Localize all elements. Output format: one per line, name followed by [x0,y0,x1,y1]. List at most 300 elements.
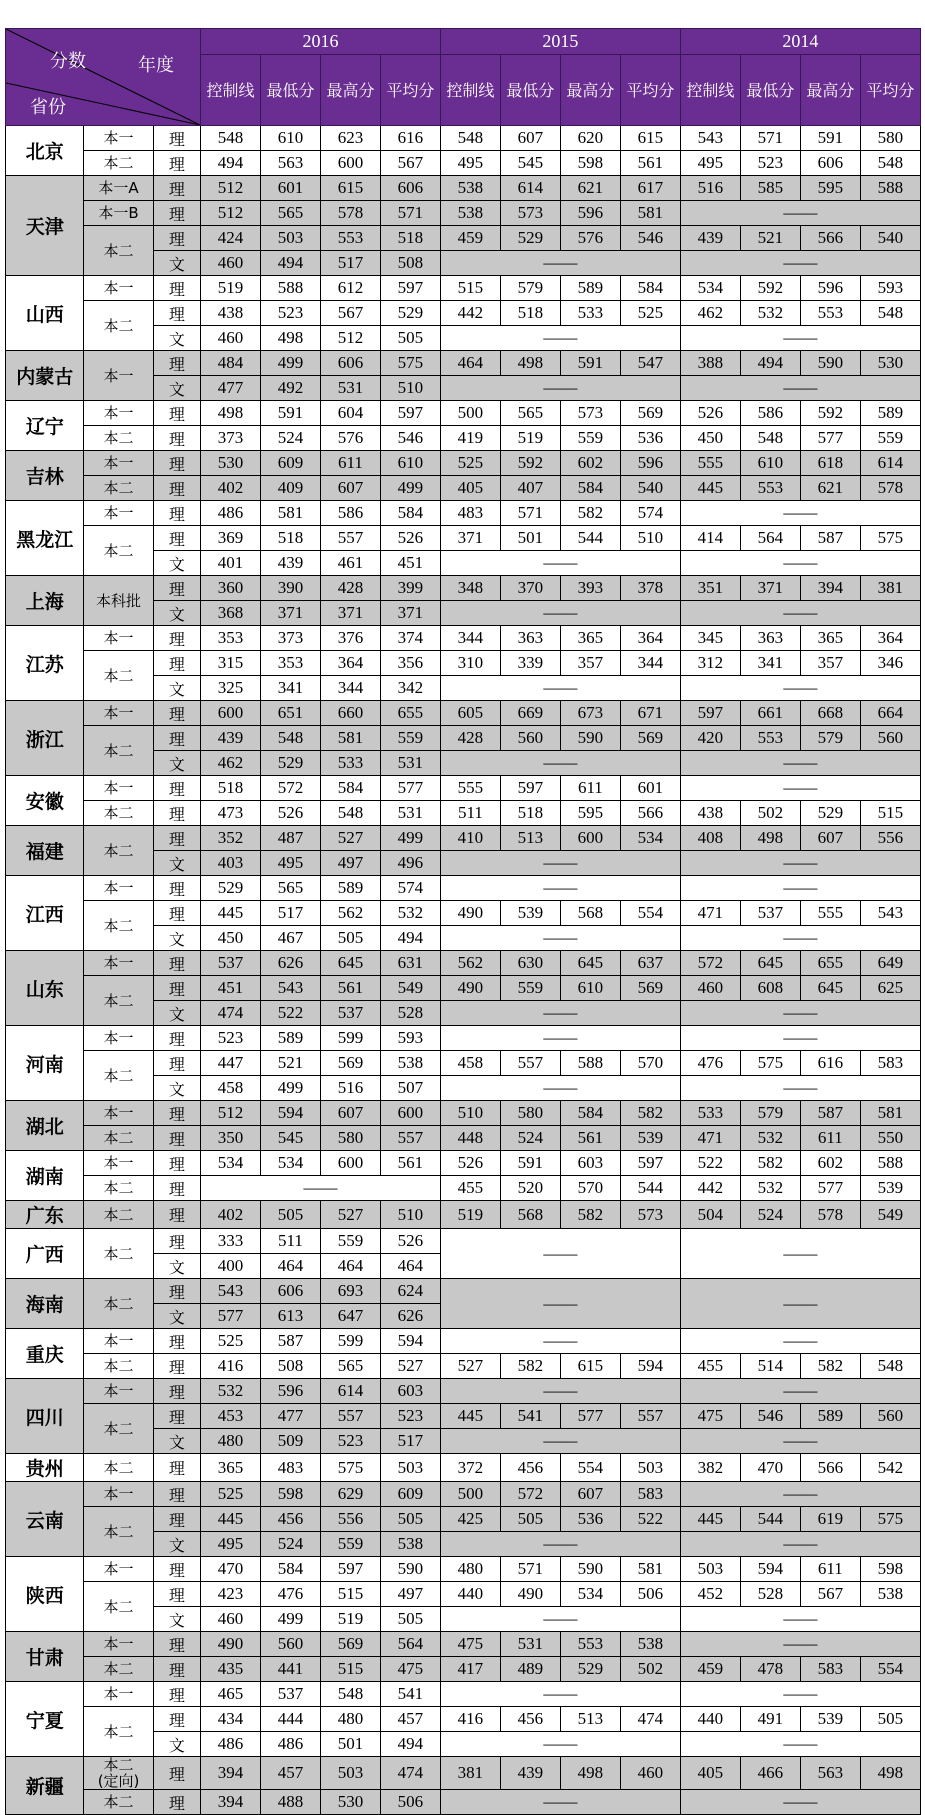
table-row [6,951,921,976]
province-cell: 黑龙江 [6,501,84,576]
score-cell: 439 [260,551,320,576]
score-cell: 370 [500,576,560,601]
score-cell: 371 [380,601,440,626]
score-cell: 537 [320,1001,380,1026]
score-cell: 376 [320,626,380,651]
score-cell: 580 [320,1126,380,1151]
table-row [6,1454,921,1482]
province-cell: 广东 [6,1201,84,1229]
batch-cell: 本一 [84,1482,153,1507]
subject-type-cell: 文 [153,676,200,701]
score-cell: 498 [860,1757,920,1790]
score-cell: 548 [260,726,320,751]
score-cell: 568 [500,1201,560,1229]
score-cell: 348 [440,576,500,601]
score-cell: 582 [560,1201,620,1229]
score-cell: 586 [320,501,380,526]
score-cell: 607 [500,126,560,151]
score-cell: 500 [440,1482,500,1507]
subject-type-cell: 理 [153,401,200,426]
score-cell: 505 [380,326,440,351]
metric-header-min: 最低分 [500,55,560,126]
table-row [6,576,921,601]
score-cell: 597 [620,1151,680,1176]
score-cell: 346 [860,651,920,676]
score-cell: 520 [500,1176,560,1201]
score-cell: 557 [500,1051,560,1076]
table-row [6,1682,921,1707]
score-cell: 626 [260,951,320,976]
subject-type-cell: 理 [153,726,200,751]
score-cell: 521 [740,226,800,251]
score-cell: 506 [380,1790,440,1815]
score-cell: 512 [320,326,380,351]
batch-cell: 本一 [84,126,153,151]
score-cell: 369 [200,526,260,551]
province-cell: 甘肃 [6,1632,84,1682]
score-cell: 548 [860,151,920,176]
score-cell: 557 [620,1404,680,1429]
subject-type-cell: 理 [153,1279,200,1304]
score-cell: 506 [620,1582,680,1607]
score-cell: 527 [440,1354,500,1379]
score-cell: 498 [200,401,260,426]
score-cell: 534 [200,1151,260,1176]
subject-type-cell: 理 [153,526,200,551]
table-row [6,1329,921,1354]
score-cell: 554 [620,901,680,926]
province-cell: 上海 [6,576,84,626]
score-cell: 344 [620,651,680,676]
subject-type-cell: 理 [153,1682,200,1707]
score-cell: 529 [260,751,320,776]
score-cell: 476 [260,1582,320,1607]
score-cell: 371 [260,601,320,626]
score-cell: 434 [200,1707,260,1732]
subject-type-cell: 理 [153,201,200,226]
score-cell: 505 [320,926,380,951]
score-cell: 530 [320,1790,380,1815]
batch-cell: 本二 [84,1707,153,1757]
score-cell: 445 [200,901,260,926]
year-header-2016: 2016 [200,29,440,55]
score-cell: 511 [260,1229,320,1254]
score-cell: 467 [260,926,320,951]
score-cell: 495 [680,151,740,176]
subject-type-cell: 理 [153,801,200,826]
batch-cell: 本一 [84,276,153,301]
score-cell: 471 [680,1126,740,1151]
score-cell: 511 [440,801,500,826]
table-row [6,726,921,751]
batch-cell: 本二 [84,1790,153,1815]
score-cell: 660 [320,701,380,726]
score-cell: 589 [860,401,920,426]
no-data-cell: —— [200,1176,440,1201]
score-cell: 310 [440,651,500,676]
score-cell: 578 [320,201,380,226]
score-cell: 572 [680,951,740,976]
score-cell: 591 [800,126,860,151]
score-cell: 408 [680,826,740,851]
subject-type-cell: 理 [153,1229,200,1254]
batch-cell: 本一 [84,626,153,651]
batch-cell: 本一 [84,1151,153,1176]
province-cell: 天津 [6,176,84,276]
score-cell: 593 [380,1026,440,1051]
no-data-cell: —— [680,1279,920,1329]
score-cell: 578 [800,1201,860,1229]
score-cell: 581 [620,1557,680,1582]
subject-type-cell: 理 [153,1454,200,1482]
subject-type-cell: 理 [153,1582,200,1607]
table-row [6,876,921,901]
score-cell: 655 [380,701,440,726]
subject-type-cell: 理 [153,126,200,151]
score-cell: 572 [500,1482,560,1507]
table-row [6,1557,921,1582]
table-row [6,826,921,851]
score-cell: 531 [500,1632,560,1657]
score-cell: 527 [320,826,380,851]
score-cell: 341 [740,651,800,676]
score-cell: 615 [560,1354,620,1379]
score-cell: 505 [860,1707,920,1732]
score-cell: 496 [380,851,440,876]
score-cell: 533 [320,751,380,776]
no-data-cell: —— [680,1429,920,1454]
score-cell: 491 [740,1707,800,1732]
province-cell: 贵州 [6,1454,84,1482]
score-cell: 484 [200,351,260,376]
score-cell: 559 [860,426,920,451]
table-row [6,1482,921,1507]
score-cell: 445 [200,1507,260,1532]
score-cell: 350 [200,1126,260,1151]
score-cell: 609 [260,451,320,476]
no-data-cell: —— [440,1329,680,1354]
score-cell: 579 [740,1101,800,1126]
score-cell: 538 [860,1582,920,1607]
score-cell: 543 [680,126,740,151]
score-cell: 546 [380,426,440,451]
score-cell: 588 [860,1151,920,1176]
no-data-cell: —— [440,251,680,276]
subject-type-cell: 文 [153,1732,200,1757]
batch-cell: 本二 [84,526,153,576]
score-cell: 371 [320,601,380,626]
score-cell: 534 [260,1151,320,1176]
table-row [6,801,921,826]
score-cell: 527 [380,1354,440,1379]
no-data-cell: —— [440,551,680,576]
no-data-cell: —— [680,1532,920,1557]
no-data-cell: —— [680,1790,920,1815]
score-cell: 538 [380,1532,440,1557]
score-cell: 400 [200,1254,260,1279]
score-cell: 607 [320,476,380,501]
subject-type-cell: 文 [153,1001,200,1026]
subject-type-cell: 理 [153,776,200,801]
no-data-cell: —— [440,1001,680,1026]
score-cell: 532 [380,901,440,926]
batch-cell: 本二 [84,1126,153,1151]
subject-type-cell: 文 [153,1429,200,1454]
score-cell: 522 [680,1151,740,1176]
score-cell: 371 [440,526,500,551]
score-cell: 534 [680,276,740,301]
score-cell: 611 [800,1126,860,1151]
score-cell: 441 [260,1657,320,1682]
score-cell: 363 [740,626,800,651]
score-cell: 502 [740,801,800,826]
no-data-cell: —— [680,1607,920,1632]
batch-cell: 本一 [84,451,153,476]
subject-type-cell: 理 [153,426,200,451]
score-cell: 365 [800,626,860,651]
batch-cell: 本二 [84,1201,153,1229]
score-cell: 417 [440,1657,500,1682]
score-cell: 584 [380,501,440,526]
score-cell: 624 [380,1279,440,1304]
score-cell: 360 [200,576,260,601]
subject-type-cell: 理 [153,1632,200,1657]
metric-header-min: 最低分 [260,55,320,126]
score-cell: 595 [800,176,860,201]
batch-cell: 本一 [84,1557,153,1582]
score-cell: 565 [320,1354,380,1379]
subject-type-cell: 理 [153,1354,200,1379]
corner-year-label: 年度 [138,55,174,76]
score-cell: 578 [860,476,920,501]
score-cell: 439 [680,226,740,251]
score-cell: 548 [440,126,500,151]
score-cell: 457 [260,1757,320,1790]
score-cell: 527 [320,1201,380,1229]
score-cell: 611 [800,1557,860,1582]
subject-type-cell: 文 [153,851,200,876]
score-cell: 540 [860,226,920,251]
corner-header [6,29,201,126]
score-cell: 528 [380,1001,440,1026]
province-cell: 海南 [6,1279,84,1329]
score-cell: 582 [500,1354,560,1379]
province-cell: 福建 [6,826,84,876]
score-cell: 564 [380,1632,440,1657]
score-cell: 574 [620,501,680,526]
batch-cell: 本二 [84,826,153,876]
score-cell: 549 [380,976,440,1001]
table-row [6,1026,921,1051]
batch-cell: 本一 [84,1329,153,1354]
batch-cell: 本科批 [84,576,153,626]
score-cell: 410 [440,826,500,851]
table-row [6,476,921,501]
no-data-cell: —— [680,776,920,801]
score-cell: 532 [740,1176,800,1201]
subject-type-cell: 理 [153,276,200,301]
province-cell: 山西 [6,276,84,351]
metric-header-control: 控制线 [440,55,500,126]
score-cell: 518 [260,526,320,551]
score-cell: 459 [680,1657,740,1682]
score-cell: 495 [260,851,320,876]
table-row [6,1582,921,1607]
score-cell: 561 [380,1151,440,1176]
score-cell: 456 [500,1454,560,1482]
score-cell: 515 [320,1657,380,1682]
table-row [6,526,921,551]
score-cell: 593 [860,276,920,301]
score-cell: 611 [560,776,620,801]
score-cell: 564 [740,526,800,551]
score-cell: 531 [380,801,440,826]
score-cell: 524 [260,1532,320,1557]
score-cell: 554 [860,1657,920,1682]
no-data-cell: —— [680,201,920,226]
no-data-cell: —— [680,676,920,701]
subject-type-cell: 理 [153,1329,200,1354]
score-cell: 557 [320,526,380,551]
score-cell: 583 [620,1482,680,1507]
score-cell: 460 [620,1757,680,1790]
no-data-cell: —— [440,1532,680,1557]
score-cell: 559 [320,1229,380,1254]
score-cell: 589 [800,1404,860,1429]
score-cell: 589 [320,876,380,901]
no-data-cell: —— [440,926,680,951]
score-cell: 458 [200,1076,260,1101]
score-cell: 596 [560,201,620,226]
score-cell: 341 [260,676,320,701]
score-cell: 523 [260,301,320,326]
score-cell: 651 [260,701,320,726]
no-data-cell: —— [680,1001,920,1026]
no-data-cell: —— [440,1790,680,1815]
score-cell: 509 [260,1429,320,1454]
score-cell: 592 [500,451,560,476]
score-cell: 512 [200,1101,260,1126]
score-cell: 577 [800,426,860,451]
score-cell: 631 [380,951,440,976]
score-cell: 470 [740,1454,800,1482]
score-cell: 577 [380,776,440,801]
score-cell: 499 [380,476,440,501]
score-cell: 518 [500,801,560,826]
score-cell: 606 [380,176,440,201]
batch-cell: 本二 [84,976,153,1026]
score-cell: 373 [260,626,320,651]
score-cell: 693 [320,1279,380,1304]
score-cell: 673 [560,701,620,726]
subject-type-cell: 理 [153,151,200,176]
table-row [6,1151,921,1176]
score-cell: 566 [620,801,680,826]
score-cell: 486 [200,501,260,526]
subject-type-cell: 理 [153,1507,200,1532]
score-cell: 438 [680,801,740,826]
score-cell: 614 [320,1379,380,1404]
table-body [6,126,921,1815]
score-cell: 357 [800,651,860,676]
province-cell: 辽宁 [6,401,84,451]
table-row [6,1657,921,1682]
subject-type-cell: 理 [153,1790,200,1815]
score-cell: 574 [380,876,440,901]
subject-type-cell: 文 [153,926,200,951]
score-cell: 373 [200,426,260,451]
score-cell: 500 [440,401,500,426]
score-cell: 517 [380,1429,440,1454]
score-cell: 464 [440,351,500,376]
batch-cell: 本一 [84,876,153,901]
batch-cell: 本二 [84,726,153,776]
score-cell: 494 [200,151,260,176]
subject-type-cell: 理 [153,1151,200,1176]
score-cell: 600 [380,1101,440,1126]
score-cell: 538 [620,1632,680,1657]
score-cell: 566 [800,226,860,251]
no-data-cell: —— [680,1682,920,1707]
score-cell: 647 [320,1304,380,1329]
score-cell: 480 [440,1557,500,1582]
score-cell: 382 [680,1454,740,1482]
subject-type-cell: 理 [153,451,200,476]
score-cell: 503 [680,1557,740,1582]
score-cell: 598 [860,1557,920,1582]
score-cell: 381 [860,576,920,601]
score-cell: 497 [320,851,380,876]
score-cell: 637 [620,951,680,976]
score-cell: 442 [440,301,500,326]
score-cell: 529 [200,876,260,901]
score-cell: 499 [260,351,320,376]
table-row [6,1632,921,1657]
score-cell: 580 [860,126,920,151]
score-cell: 599 [320,1026,380,1051]
score-cell: 621 [800,476,860,501]
score-cell: 505 [500,1507,560,1532]
province-cell: 四川 [6,1379,84,1454]
batch-cell: 本一 [84,1682,153,1707]
score-cell: 453 [200,1404,260,1429]
province-cell: 陕西 [6,1557,84,1632]
score-cell: 512 [200,201,260,226]
metric-header-max: 最高分 [800,55,860,126]
subject-type-cell: 理 [153,951,200,976]
score-cell: 409 [260,476,320,501]
score-cell: 475 [440,1632,500,1657]
score-cell: 559 [320,1532,380,1557]
score-cell: 539 [860,1176,920,1201]
table-row [6,1101,921,1126]
score-cell: 645 [560,951,620,976]
province-cell: 江西 [6,876,84,951]
subject-type-cell: 理 [153,1101,200,1126]
score-cell: 538 [440,176,500,201]
no-data-cell: —— [680,1379,920,1404]
score-cell: 586 [740,401,800,426]
score-cell: 532 [740,301,800,326]
score-cell: 610 [260,126,320,151]
no-data-cell: —— [440,376,680,401]
score-cell: 581 [260,501,320,526]
score-cell: 575 [860,526,920,551]
score-cell: 630 [500,951,560,976]
score-cell: 372 [440,1454,500,1482]
subject-type-cell: 理 [153,1379,200,1404]
score-cell: 584 [560,1101,620,1126]
